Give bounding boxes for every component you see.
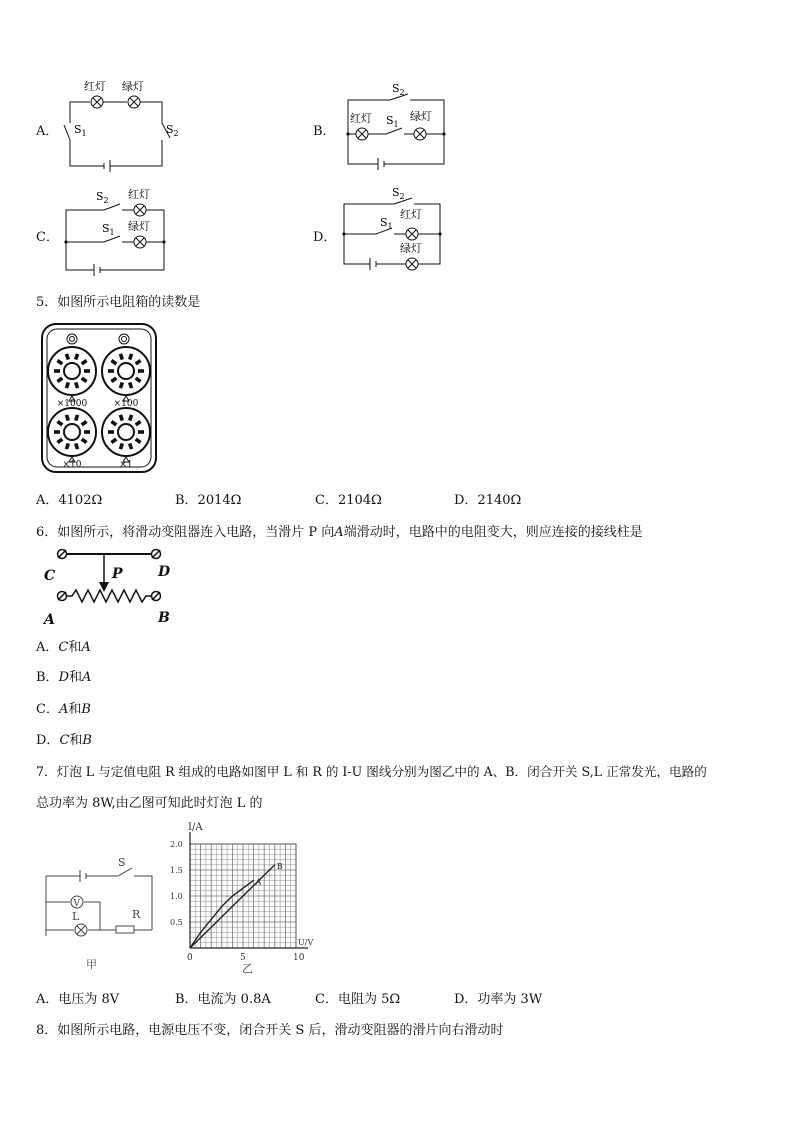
q6b-first: D bbox=[58, 670, 69, 685]
q6-stem-terminal: A bbox=[334, 525, 344, 540]
q4a-red-label: 红灯 bbox=[84, 80, 106, 93]
q4d-s1-sub: 1 bbox=[387, 222, 393, 231]
q4a-s1-label: S bbox=[74, 123, 82, 136]
terminal-b-label: B bbox=[158, 610, 170, 626]
q6-option-b[interactable] bbox=[36, 666, 91, 685]
rheostat-figure bbox=[40, 544, 180, 630]
dial-digit-mark bbox=[84, 369, 90, 373]
q4c-s2-label: S bbox=[96, 190, 104, 203]
q6b-mid: 和 bbox=[69, 670, 83, 685]
chart-x-tick-label: 5 bbox=[240, 953, 246, 963]
q6c-mid: 和 bbox=[68, 702, 82, 717]
chart-series-label: B bbox=[276, 861, 283, 871]
dial-digit-mark bbox=[138, 369, 144, 373]
q6-stem bbox=[36, 521, 643, 540]
chart-y-tick-label: 1.0 bbox=[170, 892, 183, 901]
dial-label-10: ×10 bbox=[62, 460, 82, 470]
q4a-s2-label: S bbox=[166, 123, 174, 136]
q7-stem-line2: 总功率为 8W,由乙图可知此时灯泡 L 的 bbox=[36, 796, 263, 811]
q4-option-a-label[interactable]: A． bbox=[36, 124, 59, 139]
q4b-s2-label: S bbox=[392, 82, 400, 95]
dial-label-1000: ×1000 bbox=[56, 399, 88, 409]
q4a-green-label: 绿灯 bbox=[122, 80, 144, 93]
q4-circuit-d bbox=[340, 186, 450, 276]
q4b-green-label: 绿灯 bbox=[410, 110, 432, 123]
q4b-s2-sub: 2 bbox=[399, 88, 405, 97]
q4b-red-label: 红灯 bbox=[350, 112, 372, 125]
slider-p-label: P bbox=[112, 566, 123, 582]
q4-option-d-label[interactable]: D． bbox=[313, 230, 337, 245]
q4-option-b-label[interactable]: B． bbox=[313, 124, 336, 139]
terminal-c-label: C bbox=[44, 568, 56, 584]
q4c-s1-label: S bbox=[102, 222, 110, 235]
dial-knob bbox=[64, 363, 80, 379]
circuit-r-label: R bbox=[132, 908, 141, 921]
chart-x-axis-label: U/V bbox=[298, 938, 314, 947]
voltmeter-label: V bbox=[73, 899, 80, 909]
dial-digit-mark bbox=[108, 430, 114, 434]
dial-digit-mark bbox=[84, 430, 90, 434]
dial-digit-mark bbox=[54, 369, 60, 373]
q5-stem: 5．如图所示电阻箱的读数是 bbox=[36, 295, 201, 310]
q6b-prefix: B． bbox=[36, 670, 59, 685]
chart-series-label: A bbox=[255, 877, 262, 887]
q8-stem: 8．如图所示电路，电源电压不变，闭合开关 S 后，滑动变阻器的滑片向右滑动时 bbox=[36, 1023, 504, 1038]
q6a-first: C bbox=[58, 640, 69, 655]
q4a-s2-sub: 2 bbox=[173, 129, 179, 138]
q4c-s2-sub: 2 bbox=[103, 196, 109, 205]
q6-stem-end: 端滑动时，电路中的电阻变大，则应连接的接线柱是 bbox=[343, 525, 643, 540]
q6-option-a[interactable] bbox=[36, 636, 91, 655]
svg-text:S2 bbox=[166, 123, 179, 138]
svg-text:S2 bbox=[392, 82, 405, 97]
q6a-second: A bbox=[81, 640, 91, 655]
resistance-box-figure bbox=[40, 322, 158, 474]
q6a-prefix: A． bbox=[36, 640, 59, 655]
q4d-s2-label: S bbox=[392, 186, 400, 199]
q4d-s2-sub: 2 bbox=[399, 192, 405, 201]
svg-text:S2 bbox=[96, 190, 109, 205]
q6d-first: C bbox=[59, 733, 70, 748]
q6c-first: A bbox=[58, 702, 69, 717]
q4-circuit-c bbox=[60, 182, 180, 278]
q4d-s1-label: S bbox=[380, 216, 388, 229]
terminal-d-label: D bbox=[158, 564, 171, 580]
q4-circuit-b bbox=[340, 82, 460, 177]
q6-stem-text: 6．如图所示，将滑动变阻器连入电路，当滑片 P 向 bbox=[36, 525, 335, 540]
chart-y-axis-label: I/A bbox=[188, 822, 203, 833]
circuit-l-label: L bbox=[72, 910, 80, 923]
svg-text:S2 bbox=[392, 186, 405, 201]
dial-digit-mark bbox=[108, 369, 114, 373]
q4c-s1-sub: 1 bbox=[109, 228, 115, 237]
circuit-s-label: S bbox=[118, 856, 126, 869]
chart-x-tick-label: 10 bbox=[293, 953, 305, 963]
q6-option-d[interactable] bbox=[36, 729, 92, 748]
q6b-second: A bbox=[82, 670, 92, 685]
q6-option-c[interactable] bbox=[36, 698, 91, 717]
svg-text:S1 bbox=[386, 114, 399, 129]
fig-jia-label: 甲 bbox=[86, 958, 97, 971]
chart-y-tick-label: 2.0 bbox=[170, 840, 183, 849]
q5-option-d[interactable]: D．2140Ω bbox=[454, 493, 522, 508]
dial-knob bbox=[118, 424, 134, 440]
dial-knob bbox=[64, 424, 80, 440]
q4c-green-label: 绿灯 bbox=[128, 220, 150, 233]
iu-chart bbox=[168, 820, 328, 978]
q6a-mid: 和 bbox=[68, 640, 82, 655]
terminal-a-label: A bbox=[44, 612, 55, 628]
dial-digit-mark bbox=[138, 430, 144, 434]
q5-option-b[interactable]: B．2014Ω bbox=[175, 493, 242, 508]
svg-text:S1 bbox=[380, 216, 393, 231]
q7-option-c[interactable]: C．电阻为 5Ω bbox=[315, 992, 401, 1007]
q4b-s1-label: S bbox=[386, 114, 394, 127]
q6c-second: B bbox=[81, 702, 91, 717]
q6d-mid: 和 bbox=[69, 733, 83, 748]
chart-y-tick-label: 0.5 bbox=[170, 918, 183, 927]
chart-x-tick-label: 0 bbox=[187, 953, 193, 963]
q7-option-b[interactable]: B．电流为 0.8A bbox=[175, 992, 271, 1007]
q7-option-d[interactable]: D．功率为 3W bbox=[454, 992, 543, 1007]
q4b-s1-sub: 1 bbox=[393, 120, 399, 129]
q7-option-a[interactable]: A．电压为 8V bbox=[36, 992, 120, 1007]
q7-stem-line1: 7．灯泡 L 与定值电阻 R 组成的电路如图甲 L 和 R 的 I-U 图线分别为图乙中的 A、B．闭合开关 S,L 正常发光，电路的 bbox=[36, 764, 707, 779]
chart-y-tick-label: 1.5 bbox=[170, 866, 183, 875]
q4c-red-label: 红灯 bbox=[128, 188, 150, 201]
q6d-prefix: D． bbox=[36, 733, 60, 748]
dial-digit-mark bbox=[54, 430, 60, 434]
dial-knob bbox=[118, 363, 134, 379]
q5-option-c[interactable]: C．2104Ω bbox=[315, 493, 382, 508]
svg-text:S1 bbox=[102, 222, 115, 237]
q4d-red-label: 红灯 bbox=[400, 208, 422, 221]
q4-circuit-a bbox=[60, 78, 190, 173]
q6d-second: B bbox=[82, 733, 92, 748]
q4a-s1-sub: 1 bbox=[81, 129, 87, 138]
svg-text:S1 bbox=[74, 123, 87, 138]
q7-circuit-jia bbox=[40, 852, 160, 972]
q4d-green-label: 绿灯 bbox=[400, 242, 422, 255]
q4-option-c-label[interactable]: C． bbox=[36, 230, 59, 245]
fig-yi-label: 乙 bbox=[242, 962, 253, 975]
q5-option-a[interactable]: A．4102Ω bbox=[36, 493, 103, 508]
q6c-prefix: C． bbox=[36, 702, 59, 717]
dial-label-1: ×1 bbox=[119, 460, 133, 470]
dial-label-100: ×100 bbox=[113, 399, 139, 409]
